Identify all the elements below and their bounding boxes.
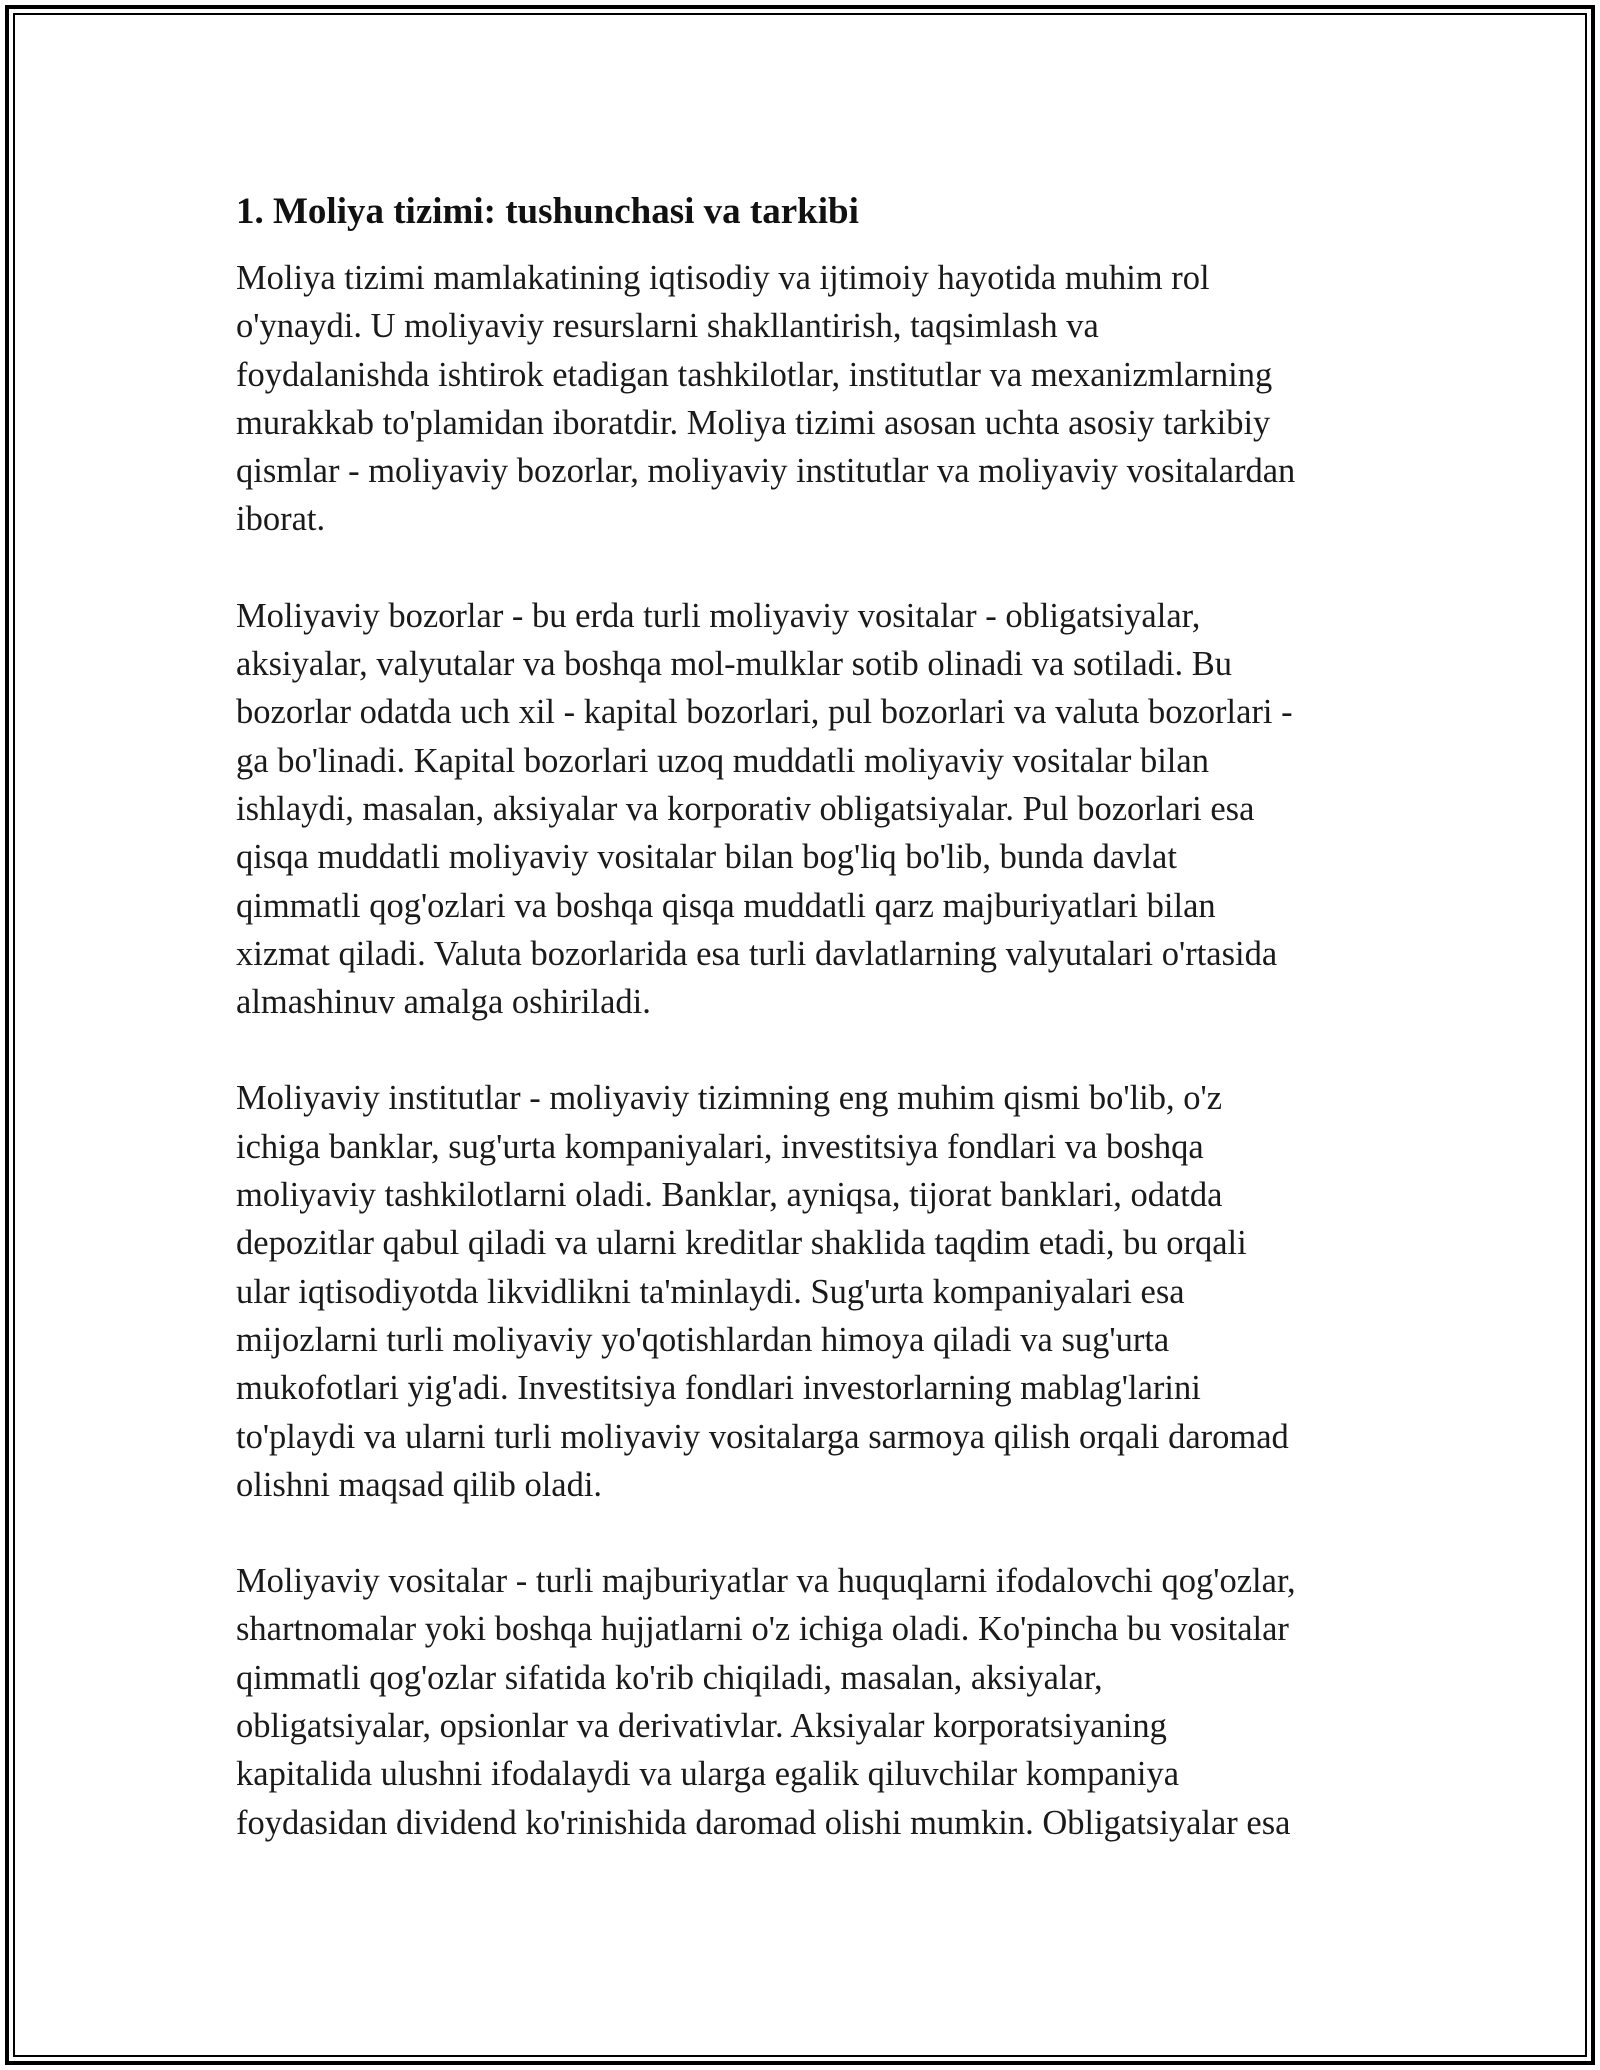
text-line: kapitalida ulushni ifodalaydi va ularga egalik qiluvchilar kompaniya xyxy=(236,1755,1180,1794)
text-line: Moliyaviy institutlar - moliyaviy tizimning eng muhim qismi bo'lib, o'z xyxy=(236,1079,1223,1118)
text-line: qismlar - moliyaviy bozorlar, moliyaviy institutlar va moliyaviy vositalardan xyxy=(236,452,1296,491)
text-line: moliyaviy tashkilotlarni oladi. Banklar, ayniqsa, tijorat banklari, odatda xyxy=(236,1176,1223,1215)
text-line: almashinuv amalga oshiriladi. xyxy=(236,983,651,1022)
text-line: bozorlar odatda uch xil - kapital bozorlari, pul bozorlari va valuta bozorlari - xyxy=(236,693,1293,732)
text-line: murakkab to'plamidan iboratdir. Moliya tizimi asosan uchta asosiy tarkibiy xyxy=(236,403,1271,442)
text-line: foydalanishda ishtirok etadigan tashkilotlar, institutlar va mexanizmlarning xyxy=(236,355,1273,394)
paragraph-financial-markets xyxy=(236,592,1376,1027)
document-body xyxy=(236,186,1376,1895)
text-line: qimmatli qog'ozlar sifatida ko'rib chiqiladi, masalan, aksiyalar, xyxy=(236,1658,1103,1697)
paragraph-financial-instruments xyxy=(236,1557,1376,1847)
text-line: ichiga banklar, sug'urta kompaniyalari, investitsiya fondlari va boshqa xyxy=(236,1127,1204,1166)
text-line: qisqa muddatli moliyaviy vositalar bilan bog'liq bo'lib, bunda davlat xyxy=(236,838,1177,877)
section-heading: 1. Moliya tizimi: tushunchasi va tarkibi xyxy=(236,191,859,232)
text-line: foydasidan dividend ko'rinishida daromad olishi mumkin. Obligatsiyalar esa xyxy=(236,1803,1291,1842)
text-line: mijozlarni turli moliyaviy yo'qotishlardan himoya qiladi va sug'urta xyxy=(236,1320,1170,1359)
text-line: mukofotlari yig'adi. Investitsiya fondlari investorlarning mablag'larini xyxy=(236,1369,1201,1408)
text-line: ishlaydi, masalan, aksiyalar va korporativ obligatsiyalar. Pul bozorlari esa xyxy=(236,789,1255,828)
text-line: Moliyaviy vositalar - turli majburiyatlar va huquqlarni ifodalovchi qog'ozlar, xyxy=(236,1562,1296,1601)
text-line: obligatsiyalar, opsionlar va derivativlar. Aksiyalar korporatsiyaning xyxy=(236,1707,1167,1746)
text-line: qimmatli qog'ozlari va boshqa qisqa muddatli qarz majburiyatlari bilan xyxy=(236,886,1216,925)
text-line: iborat. xyxy=(236,500,326,539)
text-line: depozitlar qabul qiladi va ularni kreditlar shaklida taqdim etadi, bu orqali xyxy=(236,1224,1247,1263)
paragraph-intro xyxy=(236,254,1376,544)
text-line: ular iqtisodiyotda likvidlikni ta'minlaydi. Sug'urta kompaniyalari esa xyxy=(236,1272,1185,1311)
text-line: olishni maqsad qilib oladi. xyxy=(236,1465,603,1504)
text-line: aksiyalar, valyutalar va boshqa mol-mulklar sotib olinadi va sotiladi. Bu xyxy=(236,645,1233,684)
text-line: to'playdi va ularni turli moliyaviy vositalarga sarmoya qilish orqali daromad xyxy=(236,1417,1289,1456)
text-line: xizmat qiladi. Valuta bozorlarida esa turli davlatlarning valyutalari o'rtasida xyxy=(236,934,1278,973)
text-line: ga bo'linadi. Kapital bozorlari uzoq muddatli moliyaviy vositalar bilan xyxy=(236,741,1209,780)
text-line: shartnomalar yoki boshqa hujjatlarni o'z ichiga oladi. Ko'pincha bu vositalar xyxy=(236,1610,1289,1649)
text-line: Moliya tizimi mamlakatining iqtisodiy va ijtimoiy hayotida muhim rol xyxy=(236,259,1210,297)
paragraph-financial-institutions xyxy=(236,1074,1376,1509)
text-line: o'ynaydi. U moliyaviy resurslarni shakllantirish, taqsimlash va xyxy=(236,307,1099,346)
text-line: Moliyaviy bozorlar - bu erda turli moliyaviy vositalar - obligatsiyalar, xyxy=(236,596,1201,635)
